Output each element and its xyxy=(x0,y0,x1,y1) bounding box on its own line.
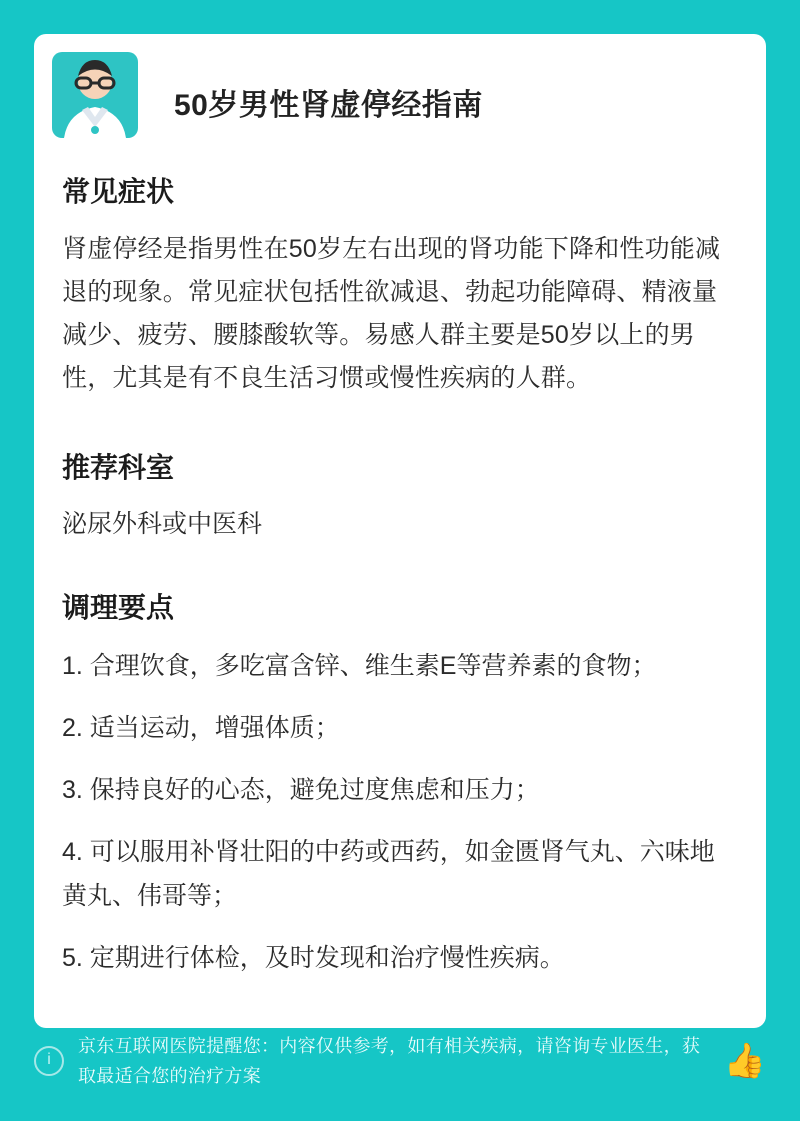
list-item: 2. 适当运动，增强体质； xyxy=(62,714,340,742)
section-heading-care-points: 调理要点 xyxy=(62,592,175,623)
content-card xyxy=(34,34,766,1028)
info-icon: i xyxy=(34,1046,64,1076)
thumbs-up-icon[interactable]: 👍 xyxy=(723,1042,766,1080)
section-text-department: 泌尿外科或中医科 xyxy=(62,510,263,538)
footer-text: 京东互联网医院提醒您：内容仅供参考，如有相关疾病，请咨询专业医生，获取最适合您的治疗方案 xyxy=(78,1036,701,1086)
care-points-list xyxy=(62,644,738,980)
footer-disclaimer xyxy=(34,1019,766,1103)
section-heading-department: 推荐科室 xyxy=(62,452,175,483)
list-item: 1. 合理饮食，多吃富含锌、维生素E等营养素的食物； xyxy=(62,652,657,680)
section-heading-symptoms: 常见症状 xyxy=(62,176,175,207)
list-item: 5. 定期进行体检，及时发现和治疗慢性疾病。 xyxy=(62,944,565,972)
section-text-symptoms: 肾虚停经是指男性在50岁左右出现的肾功能下降和性功能减退的现象。常见症状包括性欲减退、勃起功能障碍、精液量减少、疲劳、腰膝酸软等。易感人群主要是50岁以上的男性，尤其是有不良生活习惯或慢性疾病的人群。 xyxy=(62,235,721,392)
doctor-avatar-icon xyxy=(52,52,138,138)
page-title: 50岁男性肾虚停经指南 xyxy=(174,89,483,122)
list-item: 3. 保持良好的心态，避免过度焦虑和压力； xyxy=(62,776,540,804)
list-item: 4. 可以服用补肾壮阳的中药或西药，如金匮肾气丸、六味地黄丸、伟哥等； xyxy=(62,838,715,910)
